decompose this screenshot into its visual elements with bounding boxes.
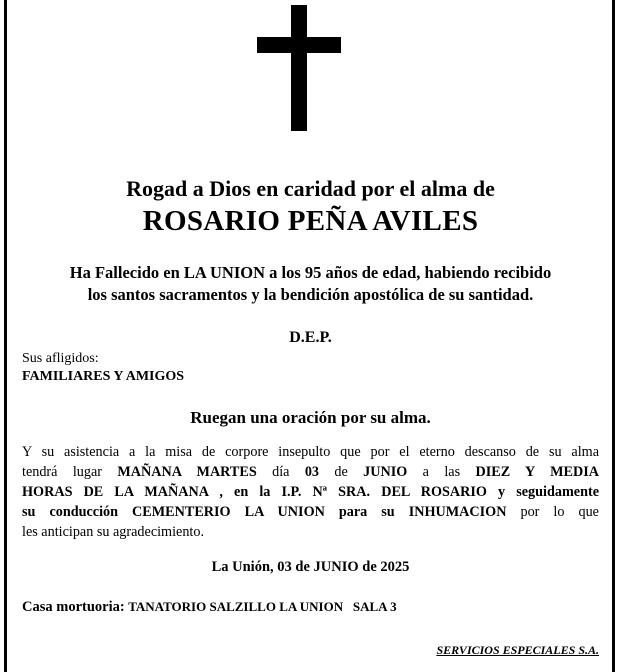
burial: INHUMACION <box>408 504 507 520</box>
mass-paragraph <box>22 442 599 542</box>
mourners-names: FAMILIARES Y AMIGOS <box>22 369 185 384</box>
mourners-label: Sus afligidos: <box>22 351 99 366</box>
day-name: MAÑANA MARTES <box>117 464 257 480</box>
announcement <box>0 262 621 306</box>
place-date: La Unión, 03 de JUNIO de 2025 <box>211 559 410 575</box>
mass-line-5: les anticipan su agradecimiento. <box>22 524 205 540</box>
text: día <box>256 464 305 480</box>
mass-line-4 <box>22 502 599 522</box>
month: JUNIO <box>363 464 408 480</box>
time: DIEZ Y MEDIA <box>475 464 599 480</box>
text: para su <box>324 504 409 520</box>
text: tendrá lugar <box>22 464 118 480</box>
mass-line-3: HORAS DE LA MAÑANA , en la I.P. Nª SRA. DEL ROSARIO y seguidamente <box>22 484 599 500</box>
mourners <box>22 350 184 386</box>
text: por lo que <box>506 504 599 520</box>
funeral-home-value: TANATORIO SALZILLO LA UNION SALA 3 <box>128 599 397 614</box>
heading: Rogad a Dios en caridad por el alma de <box>126 176 495 201</box>
provider-name: SERVICIOS ESPECIALES S.A. <box>436 643 599 657</box>
funeral-home-label: Casa mortuoria: <box>22 599 125 615</box>
mass-line-2 <box>22 462 599 482</box>
day-number: 03 <box>304 464 320 480</box>
text: su conducción <box>22 504 133 520</box>
deceased-name: ROSARIO PEÑA AVILES <box>142 205 479 237</box>
dep-label: D.E.P. <box>289 329 332 346</box>
funeral-home <box>22 599 397 616</box>
text: de <box>319 464 364 480</box>
announcement-line-1: Ha Fallecido en LA UNION a los 95 años de edad, habiendo recibido <box>69 263 552 282</box>
announcement-line-2: los santos sacramentos y la bendición apostólica de su santidad. <box>87 285 534 304</box>
cemetery: CEMENTERIO LA UNION <box>132 504 325 520</box>
text: a las <box>407 464 476 480</box>
mass-line-1: Y su asistencia a la misa de corpore insepulto que por el eterno descanso de su alma <box>22 444 599 460</box>
prayer-request: Ruegan una oración por su alma. <box>190 408 431 427</box>
